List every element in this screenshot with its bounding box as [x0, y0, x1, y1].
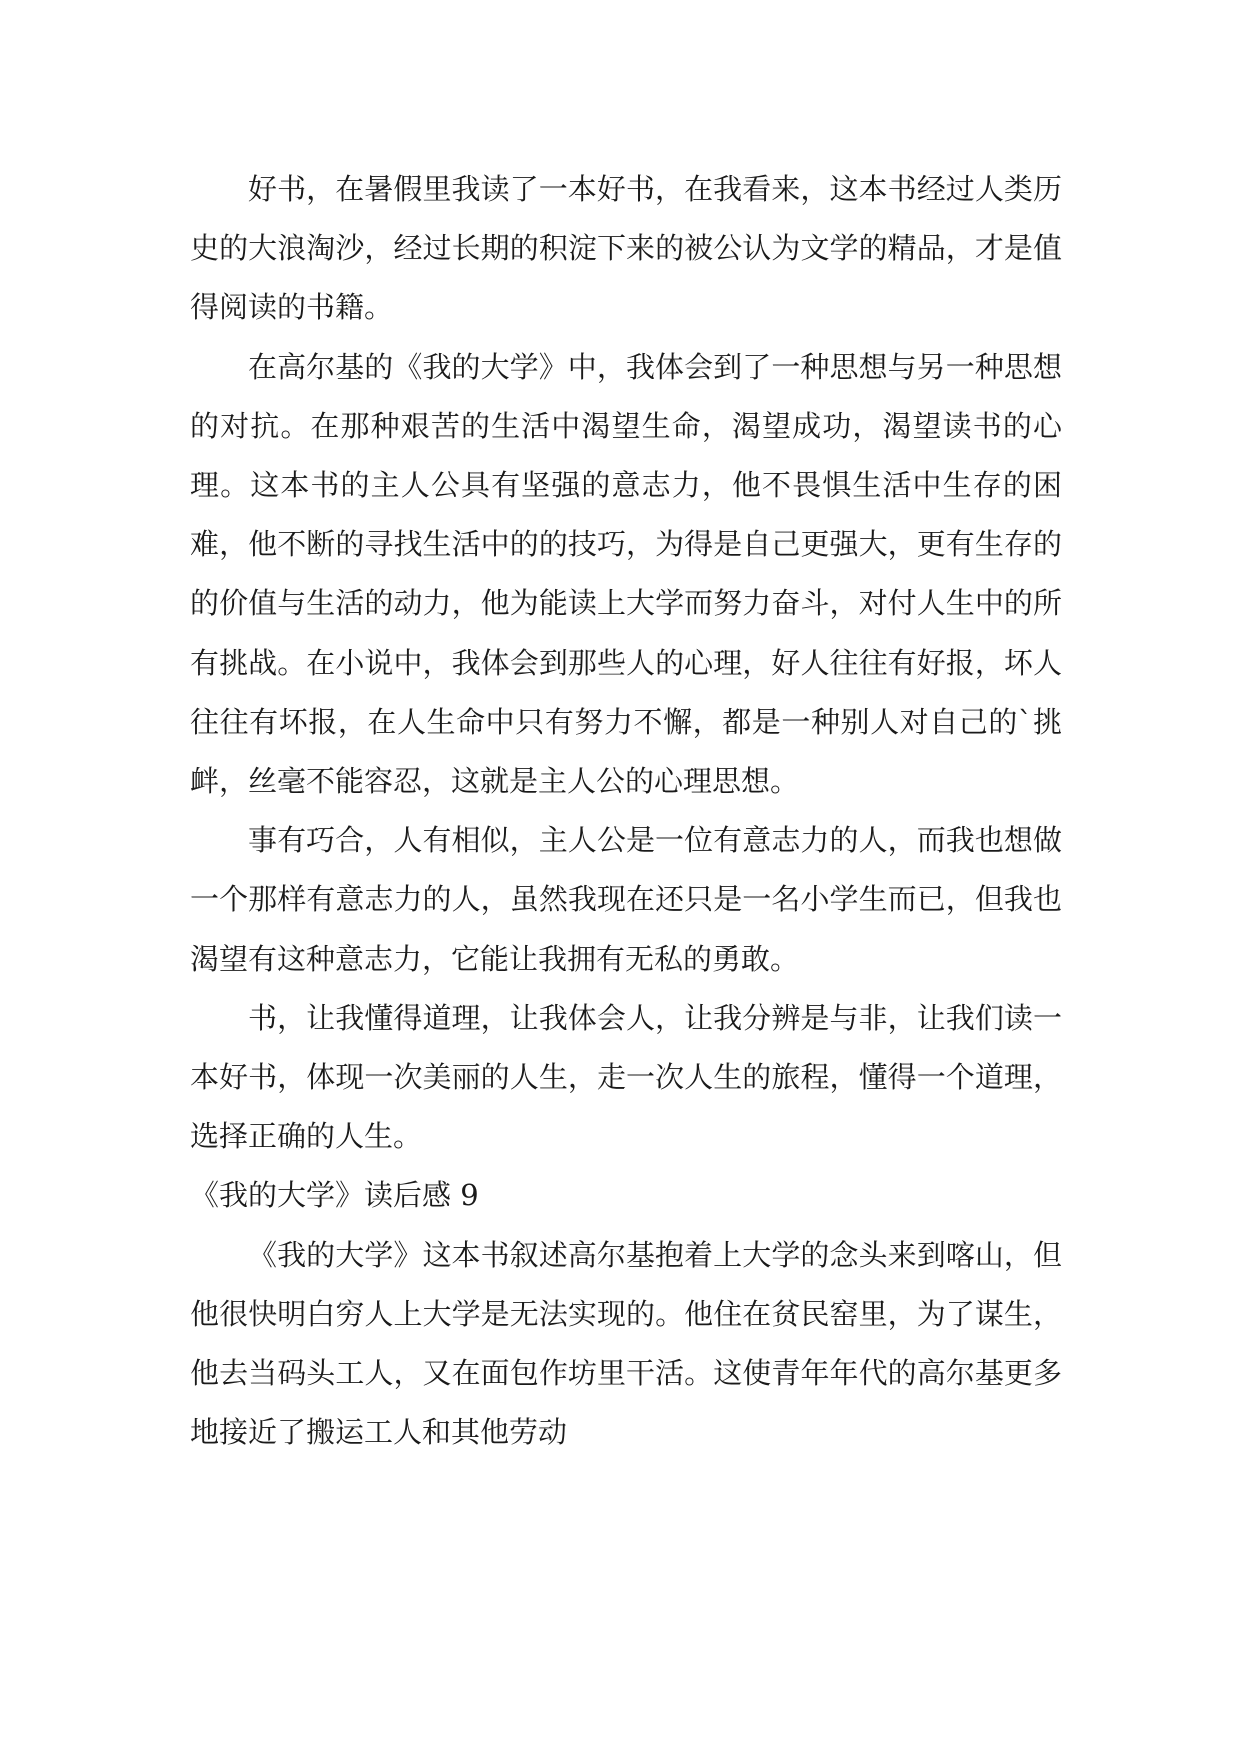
paragraph-kazan-story: 《我的大学》这本书叙述高尔基抱着上大学的念头来到喀山，但他很快明白穷人上大学是无法实现的。他住在贫民窑里，为了谋生，他去当码头工人，又在面包作坊里干活。这使青年年代的高尔基更多地接近了搬运工人和其他劳动 — [190, 1237, 1062, 1450]
document-body — [190, 160, 1062, 1462]
paragraph-my-university-reflection: 在高尔基的《我的大学》中，我体会到了一种思想与另一种思想的对抗。在那种艰苦的生活中渴望生命，渴望成功，渴望读书的心理。这本书的主人公具有坚强的意志力，他不畏惧生活中生存的困难，他不断的寻找生活中的的技巧，为得是自己更强大，更有生存的的价值与生活的动力，他为能读上大学而努力奋斗，对付人生中的所有挑战。在小说中，我体会到那些人的心理，好人往往有好报，坏人往往有坏报，在人生命中只有努力不懈，都是一种别人对自己的`挑衅，丝毫不能容忍，这就是主人公的心理思想。 — [190, 349, 1062, 799]
paragraph-good-books: 好书，在暑假里我读了一本好书，在我看来，这本书经过人类历史的大浪淘沙，经过长期的积淀下来的被公认为文学的精品，才是值得阅读的书籍。 — [190, 172, 1062, 325]
paragraph-conclusion: 书，让我懂得道理，让我体会人，让我分辨是与非，让我们读一本好书，体现一次美丽的人生，走一次人生的旅程，懂得一个道理，选择正确的人生。 — [190, 1000, 1062, 1154]
section-heading: 《我的大学》读后感 9 — [190, 1178, 479, 1213]
paragraph-willpower: 事有巧合，人有相似，主人公是一位有意志力的人，而我也想做一个那样有意志力的人，虽然我现在还只是一名小学生而已，但我也渴望有这种意志力，它能让我拥有无私的勇敢。 — [190, 823, 1062, 976]
